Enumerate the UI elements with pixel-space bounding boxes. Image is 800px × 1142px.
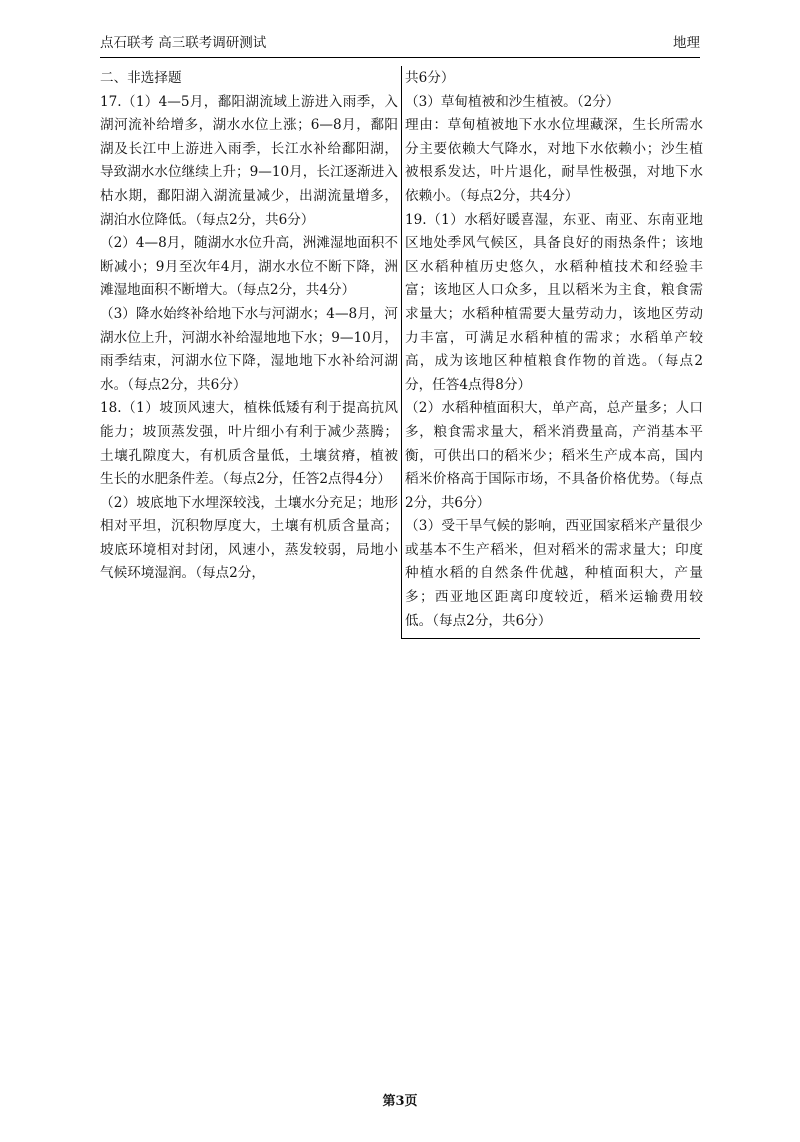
answer-18-2: （2）坡底地下水埋深较浅，土壤水分充足；地形相对平坦，沉积物厚度大，土壤有机质含量高；坡底环境相对封闭，风速小，蒸发较弱，局地小气候环境湿润。（每点2分，	[100, 494, 398, 582]
answer-19-2: （2）水稻种植面积大，单产高，总产量多；人口多，粮食需求量大，稻米消费量高，产消基本平衡，可供出口的稻米少；稻米生产成本高，国内稻米价格高于国际市场，不具备价格优势。（每点2分，共6分）	[405, 400, 703, 511]
page-header	[100, 34, 700, 54]
answer-19-3: （3）受干旱气候的影响，西亚国家稻米产量很少或基本不生产稻米，但对稻米的需求量大；印度种植水稻的自然条件优越，种植面积大，产量多；西亚地区距离印度较近，稻米运输费用较低。（每点2分，共6分）	[405, 518, 703, 629]
answer-18-1: 18.（1）坡顶风速大，植株低矮有利于提高抗风能力；坡顶蒸发强，叶片细小有利于减少蒸腾；土壤孔隙度大，有机质含量低，土壤贫瘠，植被生长的水肥条件差。（每点2分，任答2点得4分）	[100, 400, 398, 488]
answer-19-1: 19.（1）水稻好暖喜湿，东亚、南亚、东南亚地区地处季风气候区，具备良好的雨热条件；该地区水稻种植历史悠久，水稻种植技术和经验丰富；该地区人口众多，且以稻米为主食，粮食需求量大；水稻种植需要大量劳动力，该地区劳动力丰富，可满足水稻种植的需求；水稻单产较高，成为该地区种植粮食作物的首选。（每点2分，任答4点得8分）	[405, 211, 703, 393]
answer-17-2: （2）4—8月，随湖水水位升高，洲滩湿地面积不断减小；9月至次年4月，湖水水位不断下降，洲滩湿地面积不断增大。（每点2分，共4分）	[100, 235, 398, 299]
right-column	[405, 67, 703, 633]
left-column	[100, 67, 398, 586]
section-heading: 二、非选择题	[100, 70, 182, 86]
column-divider	[401, 66, 402, 639]
answer-18-2-continued: 共6分）	[405, 70, 455, 86]
header-rule	[100, 57, 700, 58]
answer-17-3: （3）降水始终补给地下水与河湖水；4—8月，河湖水位上升，河湖水补给湿地地下水；9—10月，雨季结束，河湖水位下降，湿地地下水补给河湖水。（每点2分，共6分）	[100, 305, 398, 393]
answer-18-3-reason: 理由：草甸植被地下水水位埋藏深，生长所需水分主要依赖大气降水，对地下水依赖小；沙生植被根系发达，叶片退化，耐旱性极强，对地下水依赖小。（每点2分，共4分）	[405, 117, 703, 204]
right-column-bottom-rule	[402, 638, 700, 639]
header-exam-title: 点石联考 高三联考调研测试	[100, 35, 267, 51]
answer-17-1: 17.（1）4—5月，鄱阳湖流域上游进入雨季，入湖河流补给增多，湖水水位上涨；6—8月，鄱阳湖及长江中上游进入雨季，长江水补给鄱阳湖，导致湖水水位继续上升；9—10月，长江逐渐进入枯水期，鄱阳湖入湖流量减少，出湖流量增多，湖泊水位降低。（每点2分，共6分）	[100, 93, 398, 228]
answer-18-3: （3）草甸植被和沙生植被。（2分）	[405, 93, 620, 110]
page-number: 第3页	[382, 1094, 418, 1109]
header-subject: 地理	[673, 35, 700, 51]
